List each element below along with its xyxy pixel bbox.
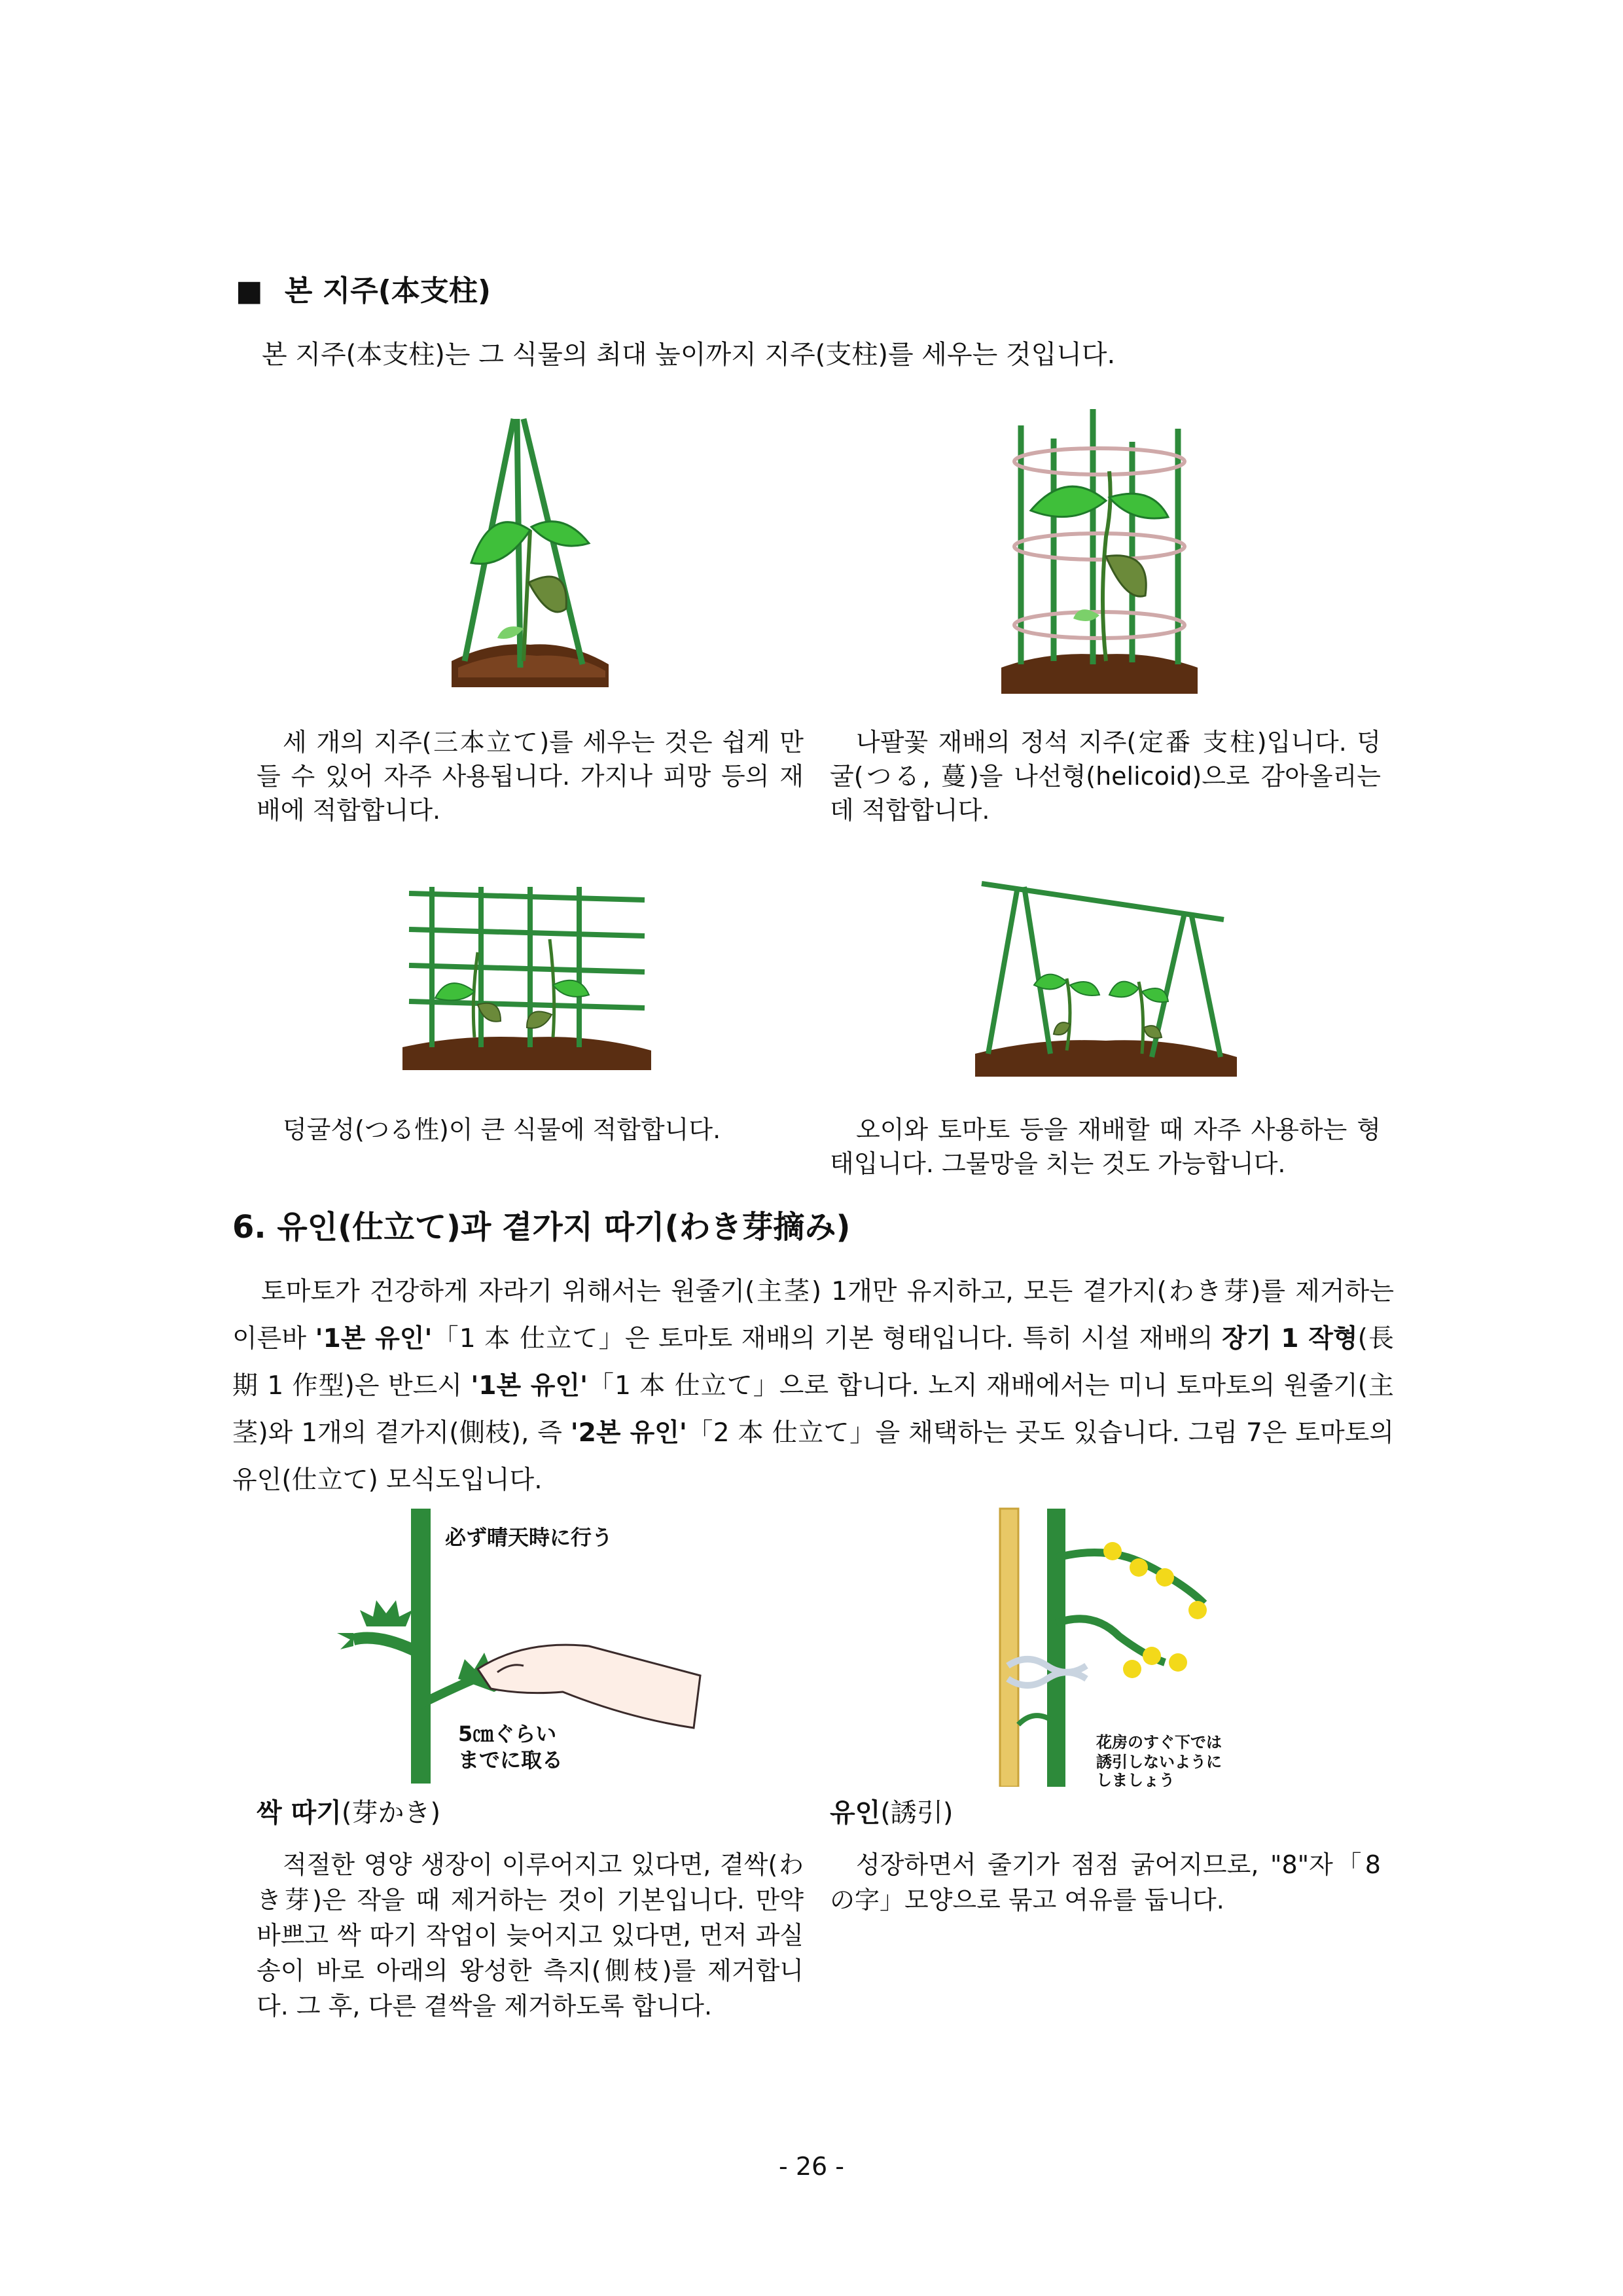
section-intro: 본 지주(本支柱)는 그 식물의 최대 높이까지 지주(支柱)를 세우는 것입니다. bbox=[262, 340, 1116, 370]
pinching-illustration bbox=[327, 1509, 707, 1784]
section-6-title: 6. 유인(仕立て)과 곁가지 따기(わき芽摘み) bbox=[232, 1209, 851, 1246]
label-tying-1: 花房のすぐ下では bbox=[1096, 1733, 1222, 1751]
tripod-support-illustration bbox=[452, 412, 609, 687]
label-sunny-day: 必ず晴天時に行う bbox=[445, 1525, 613, 1550]
section-title: 본 지주(本支柱) bbox=[284, 274, 491, 308]
bullet-square: ■ bbox=[236, 274, 263, 308]
page-number: - 26 - bbox=[779, 2152, 844, 2181]
label-5cm-1: 5㎝ぐらい bbox=[458, 1721, 557, 1746]
caption-a-frame: 오이와 토마토 등을 재배할 때 자주 사용하는 형태입니다. 그물망을 치는 것도 가능합니다. bbox=[830, 1115, 1381, 1178]
tying-text: 성장하면서 줄기가 점점 굵어지므로, "8"자「8の字」모양으로 묶고 여유를 둡니다. bbox=[830, 1850, 1381, 1914]
caption-tripod: 세 개의 지주(三本立て)를 세우는 것은 쉽게 만들 수 있어 자주 사용됩니다. 가지나 피망 등의 재배에 적합합니다. bbox=[257, 728, 804, 825]
grid-trellis-illustration bbox=[402, 874, 651, 1083]
section-heading bbox=[236, 267, 491, 309]
label-tying-2: 誘引しないように bbox=[1096, 1753, 1222, 1771]
tying-illustration bbox=[988, 1505, 1243, 1787]
pinching-heading: 싹 따기(芽かき) bbox=[257, 1798, 441, 1828]
caption-grid: 덩굴성(つる性)이 큰 식물에 적합합니다. bbox=[283, 1115, 721, 1144]
section-6-paragraph: 토마토가 건강하게 자라기 위해서는 원줄기(主茎) 1개만 유지하고, 모든 곁가지(わき芽)를 제거하는 이른바 '1본 유인'「1 本 仕立て」은 토마토 재배의 기본 형태입니다. 특히 시설 재배의 장기 1 작형(長期 1 作型)은 반드시 '1본 유인'「1 本 仕立て」으로 합니다. 노지 재배에서는 미니 토마토의 원줄기(主茎)와 1개의 곁가지(側枝), 즉 '2본 유인'「2 本 仕立て」을 채택하는 곳도 있습니다. 그림 7은 토마토의 유인(仕立て) 모식도입니다. bbox=[232, 1277, 1395, 1495]
pinching-text: 적절한 영양 생장이 이루어지고 있다면, 곁싹(わき芽)은 작을 때 제거하는 것이 기본입니다. 만약 바쁘고 싹 따기 작업이 늦어지고 있다면, 먼저 과실송이 바로 아래의 왕성한 측지(側枝)를 제거합니다. 그 후, 다른 곁싹을 제거하도록 합니다. bbox=[257, 1850, 804, 2020]
tying-heading: 유인(誘引) bbox=[830, 1798, 954, 1828]
label-tying-3: しましょう bbox=[1096, 1771, 1175, 1787]
label-5cm-2: までに取る bbox=[458, 1748, 563, 1772]
caption-spiral: 나팔꽃 재배의 정석 지주(定番 支柱)입니다. 덩굴(つる, 蔓)을 나선형(helicoid)으로 감아올리는 데 적합합니다. bbox=[830, 728, 1381, 825]
a-frame-trellis-illustration bbox=[975, 867, 1237, 1090]
spiral-cage-illustration bbox=[1001, 406, 1198, 694]
